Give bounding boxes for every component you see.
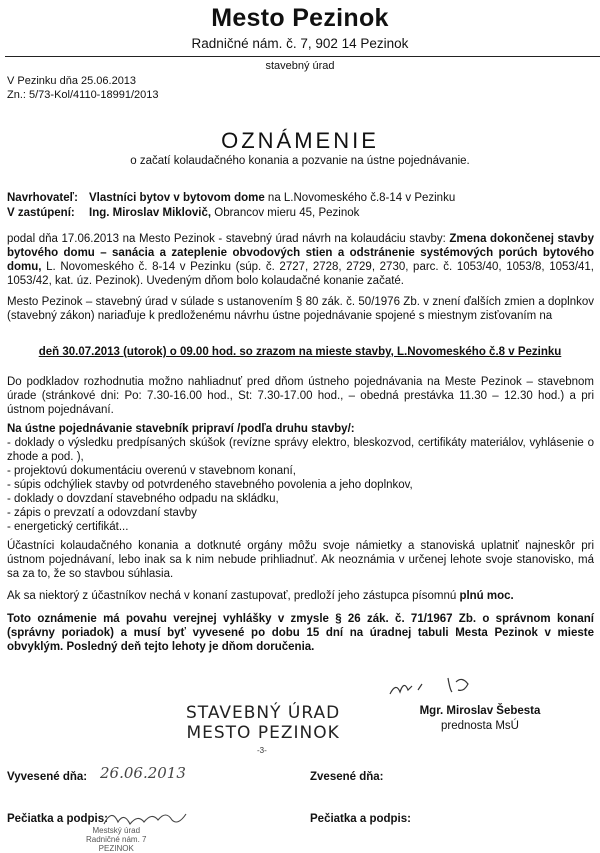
parties-block [7,191,594,221]
header-divider [5,56,600,57]
documents-list [7,422,594,534]
office-stamp [186,703,340,743]
paragraph-application [7,232,594,288]
notice-subtitle: o začatí kolaudačného konania a pozvanie na ústne pojednávanie. [130,155,470,167]
reference-number: Zn.: 5/73-Kol/4110-18991/2013 [7,89,159,101]
posting-stamp-line1: Mestský úrad [92,826,141,835]
paragraph-representation [7,589,594,603]
signatory-name: Mgr. Miroslav Šebesta [419,705,541,717]
representative-name: Ing. Miroslav Miklovič, [89,207,212,219]
power-of-attorney: plnú moc. [459,590,514,602]
reference-block [7,74,158,102]
representative-row [7,206,594,221]
application-details: L. Novomeského č. 8-14 v Pezinku (súp. č. 2727, 2728, 2729, 2730, parc. č. 1053/40, 1053/8, 1053/41, 1053/42, kat. úz. Pezinok). Uvedeným dňom bolo kolaudačné konanie začaté. [7,261,594,287]
list-item: - súpis odchýliek stavby od potvrdeného stavebného povolenia a jeho doplnkov, [7,479,413,491]
meeting-date: deň 30.07.2013 (utorok) o 09.00 hod. so zrazom na mieste stavby, L.Novomeského č.8 v Pezinku [38,346,562,358]
signatory [380,704,580,734]
construction-name: Zmena dokončenej stavby bytového domu – sanácia a zateplenie obvodových stien a odstránenie systémových porúch bytového domu, [7,233,594,273]
proposer-label: Navrhovateľ: [7,192,78,204]
representative-label: V zastúpení: [7,207,75,219]
posted-date-label: Vyvesené dňa: [7,771,88,783]
paragraph-order: Mesto Pezinok – stavebný úrad v súlade s ustanovením § 80 zák. č. 50/1976 Zb. v znení ďalších zmien a doplnkov (stavebný zákon) nariaďuje k predloženému návrhu ústne pojednávanie spojené s miestnym zisťovaním na [7,296,594,322]
office-name: stavebný úrad [265,60,335,72]
application-intro: podal dňa 17.06.2013 na Mesto Pezinok - stavebný úrad návrh na kolaudáciu stavby: [7,233,450,245]
list-item: - doklady o dovzdaní stavebného odpadu na skládku, [7,493,279,505]
paragraph-public-notice: Toto oznámenie má povahu verejnej vyhlášky v zmysle § 26 zák. č. 71/1967 Zb. o správnom konaní (správny poriadok) a musí byť vyvesené po dobu 15 dní na úradnej tabuli Mesta Pezinok v mieste obvyklým. Posledný deň tejto lehoty je dňom doručenia. [7,613,594,653]
documents-list-title: Na ústne pojednávanie stavebník pripraví /podľa druhu stavby/: [7,423,355,435]
list-item: - doklady o výsledku predpísaných skúšok (revízne správy elektro, bleskozvod, certifikáty materiálov, vyhlásenie o zhode a pod. ), [7,437,594,463]
stamp-signature-label-left: Pečiatka a podpis: [7,813,108,825]
list-item: - projektovú dokumentáciu overenú v stavebnom konaní, [7,465,296,477]
posting-stamp-line3: PEZINOK [98,844,134,853]
representative-address: Obrancov mieru 45, Pezinok [211,207,360,219]
objections-text: Účastníci kolaudačného konania a dotknuté orgány môžu svoje námietky a stanoviská uplatniť najneskôr pri ústnom pojednávaní, lebo inak sa k nim nebude prihliadnuť [7,540,594,566]
proposer-row [7,191,594,206]
signatory-title: prednosta MsÚ [441,720,519,732]
representation-text: Ak sa niektorý z účastníkov nechá v konaní zastupovať, predloží jeho zástupca písomnú [7,590,460,602]
proposer-name: Vlastníci bytov v bytovom dome [89,192,265,204]
notice-heading: OZNÁMENIE [221,128,379,153]
list-item: - zápis o prevzatí a odovzdaní stavby [7,507,197,519]
paragraph-objections [7,539,594,581]
city-address: Radničné nám. č. 7, 902 14 Pezinok [191,36,409,51]
objections-text-end: . Ak neoznámia v určenej lehote svoje stanovisko, má sa za to, že so stavbou súhlasia. [7,554,594,580]
date-line: V Pezinku dňa 25.06.2013 [7,75,137,87]
posted-date-value: 26.06.2013 [100,764,186,782]
signature-mark [388,672,478,700]
stamp-line-city: MESTO PEZINOK [186,723,340,743]
city-title: Mesto Pezinok [211,4,389,32]
paragraph-office-hours: Do podkladov rozhodnutia možno nahliadnuť pred dňom ústneho pojednávania na Meste Pezinok – stavebnom úrade (stránkové dni: Po: 7.30-16.00 hod., St: 7.30-17.00 hod., – obedná prestávka 11.30 – 12.30 hod.) a pri ústnom pojednávaní. [7,376,594,416]
stamp-number: -3- [257,746,267,755]
list-item: - energetický certifikát... [7,521,129,533]
posting-stamp-line2: Radničné nám. 7 [86,835,147,844]
posting-signature-mark [100,806,190,832]
stamp-signature-label-right: Pečiatka a podpis: [310,813,411,825]
proposer-address: na L.Novomeského č.8-14 v Pezinku [264,192,456,204]
stamp-line-office: STAVEBNÝ ÚRAD [186,703,341,723]
removed-date-label: Zvesené dňa: [310,771,384,783]
